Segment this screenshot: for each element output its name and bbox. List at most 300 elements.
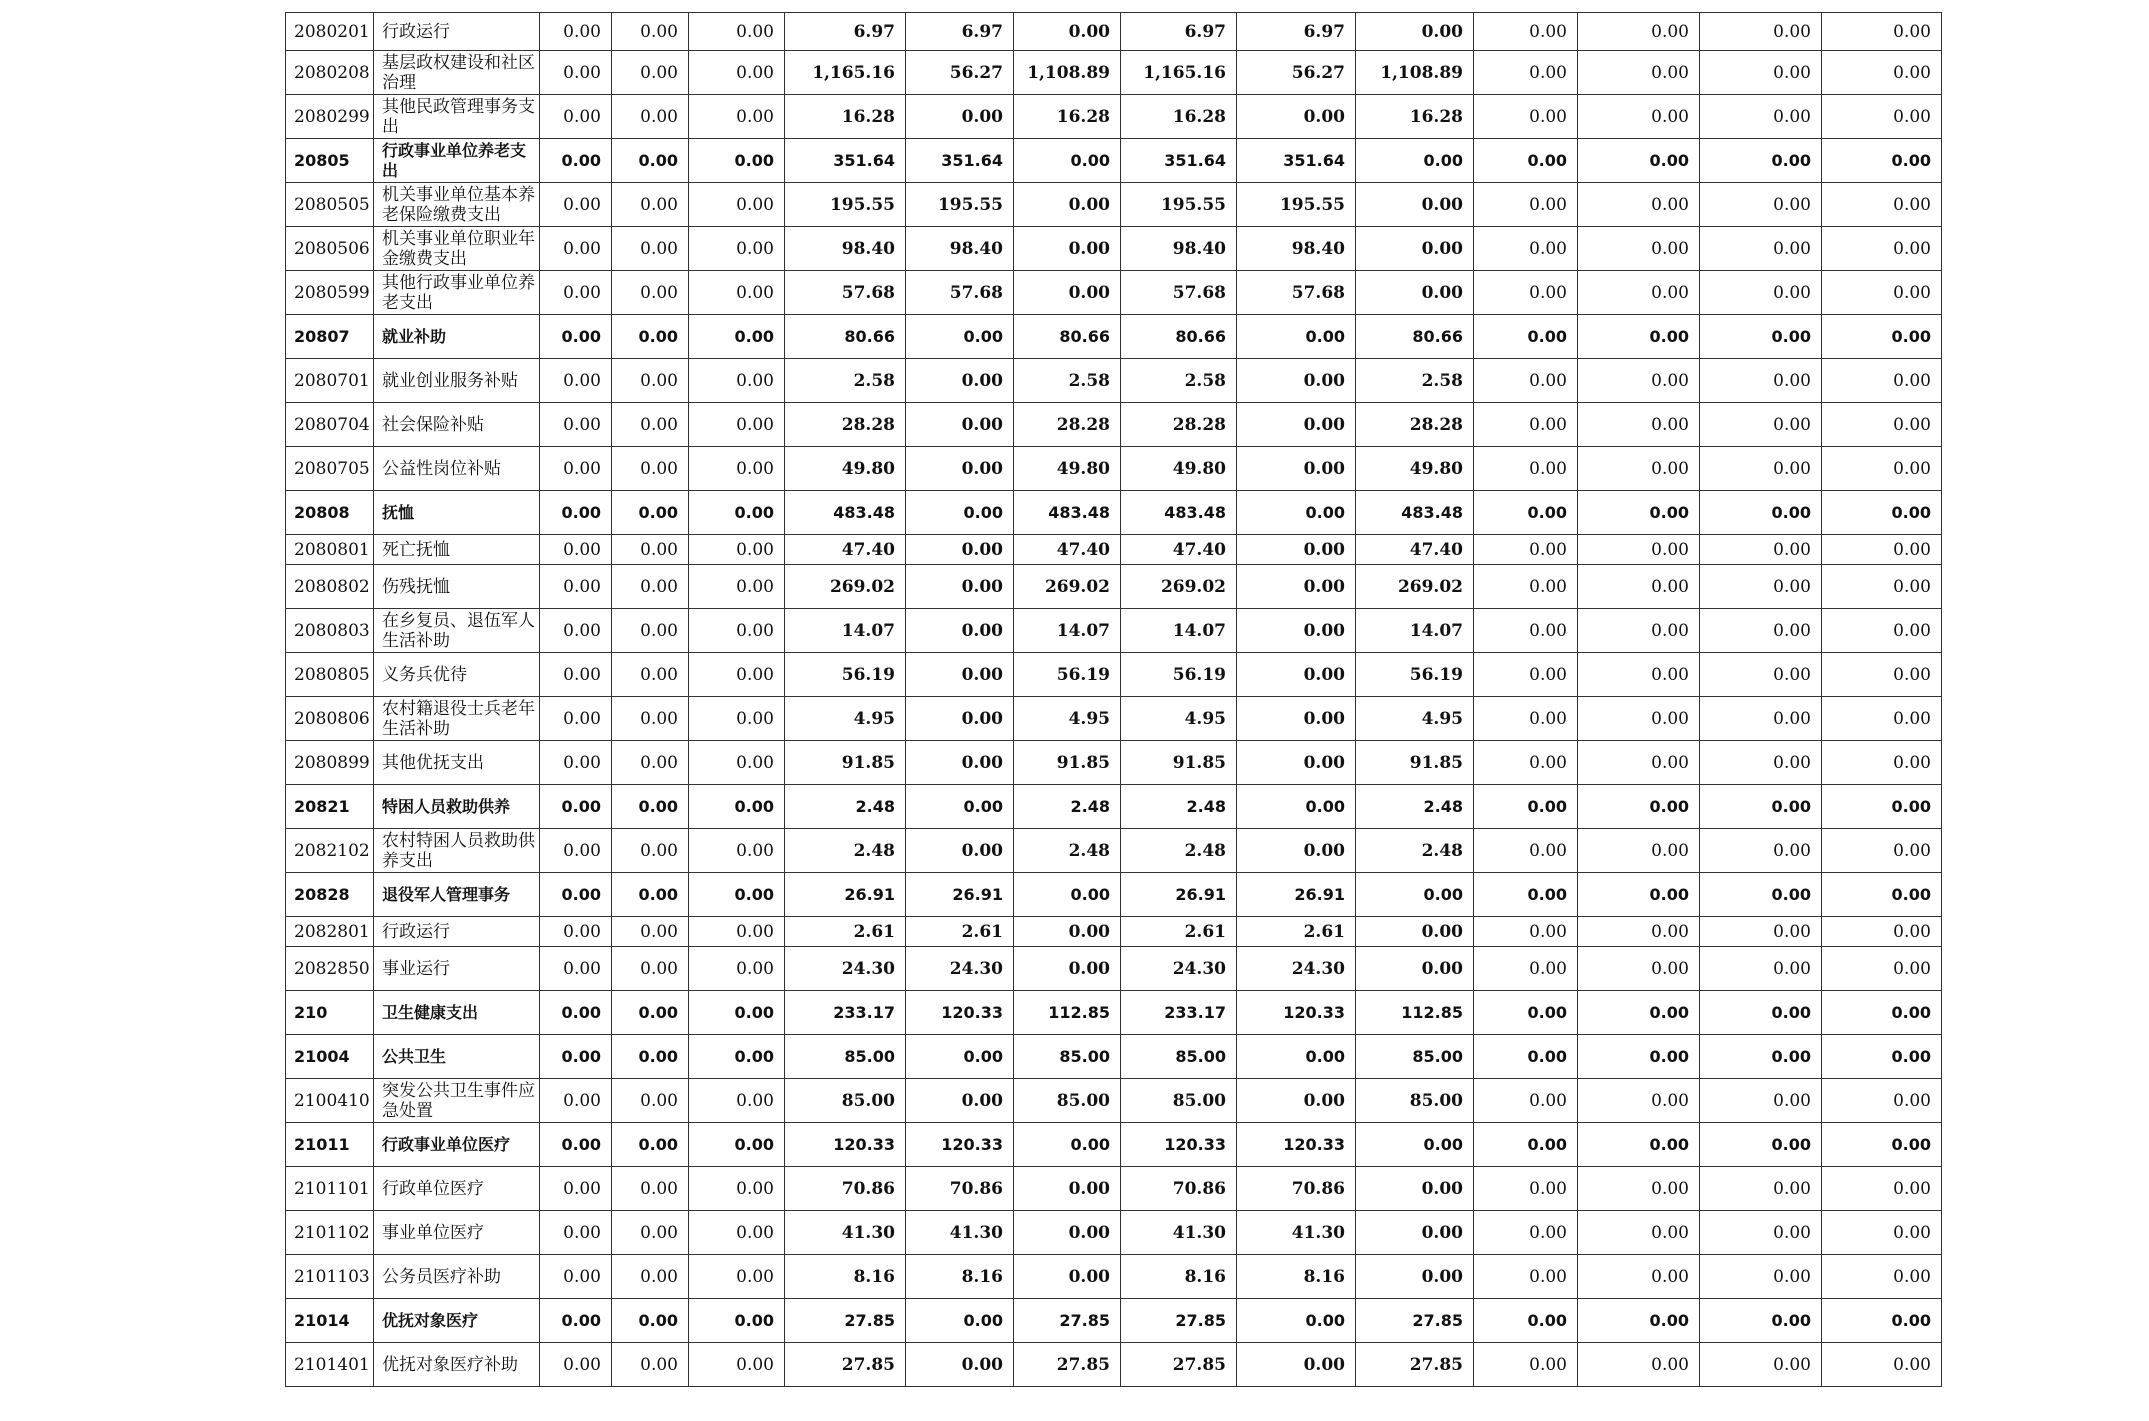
cell-value: 2.58 xyxy=(785,359,906,403)
cell-value: 70.86 xyxy=(906,1167,1014,1211)
cell-value: 16.28 xyxy=(1014,95,1121,139)
cell-value: 0.00 xyxy=(612,1211,689,1255)
cell-name: 抚恤 xyxy=(374,491,540,535)
cell-value: 14.07 xyxy=(1121,609,1237,653)
cell-value: 0.00 xyxy=(1822,1123,1942,1167)
cell-value: 0.00 xyxy=(1578,315,1700,359)
cell-value: 2.61 xyxy=(1121,917,1237,947)
cell-value: 0.00 xyxy=(1578,1167,1700,1211)
cell-value: 0.00 xyxy=(1578,95,1700,139)
cell-value: 0.00 xyxy=(1822,447,1942,491)
cell-value: 483.48 xyxy=(1356,491,1474,535)
table-row xyxy=(286,609,1942,653)
cell-value: 0.00 xyxy=(1700,13,1822,51)
cell-value: 0.00 xyxy=(1700,183,1822,227)
cell-value: 0.00 xyxy=(540,565,612,609)
cell-name: 伤残抚恤 xyxy=(374,565,540,609)
cell-value: 0.00 xyxy=(612,829,689,873)
cell-value: 0.00 xyxy=(612,183,689,227)
cell-value: 0.00 xyxy=(906,1299,1014,1343)
cell-value: 0.00 xyxy=(906,609,1014,653)
cell-value: 0.00 xyxy=(906,315,1014,359)
cell-value: 0.00 xyxy=(1700,1299,1822,1343)
cell-code: 2082801 xyxy=(286,917,374,947)
cell-value: 0.00 xyxy=(1700,741,1822,785)
cell-value: 269.02 xyxy=(1014,565,1121,609)
cell-value: 27.85 xyxy=(1356,1299,1474,1343)
cell-value: 112.85 xyxy=(1014,991,1121,1035)
cell-value: 41.30 xyxy=(1237,1211,1356,1255)
cell-value: 1,165.16 xyxy=(1121,51,1237,95)
cell-code: 20808 xyxy=(286,491,374,535)
cell-value: 0.00 xyxy=(689,491,785,535)
cell-value: 0.00 xyxy=(1700,359,1822,403)
cell-value: 120.33 xyxy=(1237,1123,1356,1167)
cell-value: 56.19 xyxy=(785,653,906,697)
cell-value: 0.00 xyxy=(612,873,689,917)
cell-value: 0.00 xyxy=(612,227,689,271)
cell-value: 0.00 xyxy=(1014,1211,1121,1255)
cell-value: 0.00 xyxy=(1822,697,1942,741)
cell-code: 2101103 xyxy=(286,1255,374,1299)
cell-value: 0.00 xyxy=(1700,1211,1822,1255)
cell-name: 农村特困人员救助供养支出 xyxy=(374,829,540,873)
table-row xyxy=(286,991,1942,1035)
cell-value: 0.00 xyxy=(540,1211,612,1255)
cell-value: 85.00 xyxy=(1014,1079,1121,1123)
cell-value: 0.00 xyxy=(1822,1167,1942,1211)
cell-value: 0.00 xyxy=(1578,183,1700,227)
cell-value: 0.00 xyxy=(1237,447,1356,491)
cell-value: 351.64 xyxy=(1237,139,1356,183)
budget-table-page xyxy=(285,12,1941,1387)
cell-value: 351.64 xyxy=(785,139,906,183)
cell-code: 2080806 xyxy=(286,697,374,741)
cell-code: 2080805 xyxy=(286,653,374,697)
cell-value: 0.00 xyxy=(1822,403,1942,447)
table-row xyxy=(286,785,1942,829)
cell-value: 0.00 xyxy=(1474,51,1578,95)
cell-value: 0.00 xyxy=(1014,183,1121,227)
cell-value: 0.00 xyxy=(689,697,785,741)
cell-value: 0.00 xyxy=(1578,1255,1700,1299)
cell-value: 0.00 xyxy=(689,315,785,359)
cell-value: 4.95 xyxy=(1014,697,1121,741)
cell-value: 26.91 xyxy=(785,873,906,917)
cell-value: 56.19 xyxy=(1356,653,1474,697)
cell-value: 0.00 xyxy=(1237,403,1356,447)
cell-value: 0.00 xyxy=(906,95,1014,139)
cell-code: 21004 xyxy=(286,1035,374,1079)
cell-value: 0.00 xyxy=(612,447,689,491)
cell-value: 0.00 xyxy=(1237,1079,1356,1123)
cell-value: 269.02 xyxy=(1356,565,1474,609)
cell-value: 2.48 xyxy=(785,829,906,873)
cell-value: 41.30 xyxy=(785,1211,906,1255)
cell-value: 0.00 xyxy=(1356,183,1474,227)
cell-code: 2101102 xyxy=(286,1211,374,1255)
cell-value: 195.55 xyxy=(1237,183,1356,227)
cell-value: 0.00 xyxy=(1474,271,1578,315)
cell-value: 16.28 xyxy=(785,95,906,139)
cell-value: 0.00 xyxy=(1356,139,1474,183)
cell-value: 0.00 xyxy=(1474,403,1578,447)
cell-value: 0.00 xyxy=(689,1123,785,1167)
cell-value: 0.00 xyxy=(1474,565,1578,609)
cell-value: 0.00 xyxy=(612,947,689,991)
table-row xyxy=(286,947,1942,991)
cell-value: 269.02 xyxy=(785,565,906,609)
cell-code: 21011 xyxy=(286,1123,374,1167)
cell-value: 2.61 xyxy=(785,917,906,947)
cell-value: 0.00 xyxy=(1700,829,1822,873)
cell-value: 0.00 xyxy=(1700,917,1822,947)
cell-name: 行政事业单位养老支出 xyxy=(374,139,540,183)
cell-value: 0.00 xyxy=(1700,403,1822,447)
cell-value: 0.00 xyxy=(1578,565,1700,609)
cell-value: 195.55 xyxy=(785,183,906,227)
cell-name: 其他优抚支出 xyxy=(374,741,540,785)
cell-value: 0.00 xyxy=(689,653,785,697)
cell-value: 0.00 xyxy=(906,491,1014,535)
cell-value: 0.00 xyxy=(540,491,612,535)
cell-value: 0.00 xyxy=(540,95,612,139)
cell-value: 1,165.16 xyxy=(785,51,906,95)
cell-code: 2080701 xyxy=(286,359,374,403)
cell-name: 公务员医疗补助 xyxy=(374,1255,540,1299)
cell-value: 0.00 xyxy=(689,1167,785,1211)
table-row xyxy=(286,1343,1942,1387)
cell-value: 28.28 xyxy=(1014,403,1121,447)
cell-value: 0.00 xyxy=(612,95,689,139)
cell-value: 0.00 xyxy=(1578,13,1700,51)
cell-code: 2080505 xyxy=(286,183,374,227)
cell-value: 14.07 xyxy=(785,609,906,653)
cell-value: 0.00 xyxy=(540,403,612,447)
cell-value: 0.00 xyxy=(612,403,689,447)
cell-value: 0.00 xyxy=(540,873,612,917)
cell-value: 0.00 xyxy=(1578,741,1700,785)
cell-value: 0.00 xyxy=(689,1343,785,1387)
cell-value: 0.00 xyxy=(1700,1167,1822,1211)
cell-value: 0.00 xyxy=(689,741,785,785)
table-row xyxy=(286,873,1942,917)
cell-value: 0.00 xyxy=(1356,271,1474,315)
table-row xyxy=(286,447,1942,491)
cell-value: 0.00 xyxy=(689,359,785,403)
cell-value: 0.00 xyxy=(1700,697,1822,741)
cell-value: 120.33 xyxy=(1121,1123,1237,1167)
cell-value: 98.40 xyxy=(1237,227,1356,271)
cell-code: 2080705 xyxy=(286,447,374,491)
table-row xyxy=(286,1299,1942,1343)
cell-value: 85.00 xyxy=(1121,1035,1237,1079)
cell-value: 0.00 xyxy=(1822,1211,1942,1255)
cell-value: 49.80 xyxy=(785,447,906,491)
cell-value: 0.00 xyxy=(689,565,785,609)
cell-value: 0.00 xyxy=(1237,609,1356,653)
cell-value: 0.00 xyxy=(1474,991,1578,1035)
cell-value: 85.00 xyxy=(785,1079,906,1123)
cell-value: 0.00 xyxy=(540,829,612,873)
cell-value: 0.00 xyxy=(1474,13,1578,51)
table-row xyxy=(286,1211,1942,1255)
cell-value: 16.28 xyxy=(1121,95,1237,139)
cell-value: 0.00 xyxy=(1237,1035,1356,1079)
cell-value: 6.97 xyxy=(1121,13,1237,51)
cell-name: 公益性岗位补贴 xyxy=(374,447,540,491)
table-row xyxy=(286,183,1942,227)
cell-value: 0.00 xyxy=(1700,447,1822,491)
cell-value: 0.00 xyxy=(1822,1079,1942,1123)
cell-name: 退役军人管理事务 xyxy=(374,873,540,917)
cell-code: 2101401 xyxy=(286,1343,374,1387)
cell-value: 0.00 xyxy=(1578,1079,1700,1123)
table-row xyxy=(286,741,1942,785)
cell-value: 27.85 xyxy=(1014,1343,1121,1387)
cell-value: 1,108.89 xyxy=(1014,51,1121,95)
cell-name: 农村籍退役士兵老年生活补助 xyxy=(374,697,540,741)
cell-value: 0.00 xyxy=(1237,829,1356,873)
cell-value: 0.00 xyxy=(1237,315,1356,359)
cell-value: 0.00 xyxy=(689,609,785,653)
cell-value: 0.00 xyxy=(1578,917,1700,947)
cell-value: 0.00 xyxy=(1822,359,1942,403)
cell-value: 0.00 xyxy=(1700,1079,1822,1123)
cell-value: 0.00 xyxy=(1700,95,1822,139)
cell-value: 0.00 xyxy=(1237,359,1356,403)
budget-table xyxy=(285,12,1942,1387)
cell-value: 0.00 xyxy=(906,447,1014,491)
table-row xyxy=(286,227,1942,271)
cell-value: 0.00 xyxy=(612,315,689,359)
cell-value: 57.68 xyxy=(1121,271,1237,315)
cell-name: 事业单位医疗 xyxy=(374,1211,540,1255)
cell-code: 2082850 xyxy=(286,947,374,991)
cell-value: 0.00 xyxy=(689,947,785,991)
cell-value: 0.00 xyxy=(1822,947,1942,991)
cell-value: 0.00 xyxy=(1237,1343,1356,1387)
cell-name: 公共卫生 xyxy=(374,1035,540,1079)
cell-name: 突发公共卫生事件应急处置 xyxy=(374,1079,540,1123)
table-body xyxy=(286,13,1942,1387)
cell-value: 16.28 xyxy=(1356,95,1474,139)
table-row xyxy=(286,1079,1942,1123)
cell-value: 0.00 xyxy=(1822,873,1942,917)
cell-value: 351.64 xyxy=(1121,139,1237,183)
cell-value: 0.00 xyxy=(1474,1255,1578,1299)
cell-value: 0.00 xyxy=(540,227,612,271)
cell-value: 0.00 xyxy=(1014,1167,1121,1211)
cell-value: 0.00 xyxy=(1474,741,1578,785)
cell-value: 0.00 xyxy=(689,1299,785,1343)
cell-value: 0.00 xyxy=(689,873,785,917)
cell-value: 2.61 xyxy=(906,917,1014,947)
cell-value: 0.00 xyxy=(689,829,785,873)
cell-value: 0.00 xyxy=(689,1211,785,1255)
cell-value: 0.00 xyxy=(612,491,689,535)
cell-value: 0.00 xyxy=(906,1079,1014,1123)
cell-value: 98.40 xyxy=(785,227,906,271)
cell-code: 2080299 xyxy=(286,95,374,139)
cell-value: 0.00 xyxy=(1474,1211,1578,1255)
cell-value: 120.33 xyxy=(906,1123,1014,1167)
cell-value: 0.00 xyxy=(1474,917,1578,947)
cell-value: 0.00 xyxy=(1700,785,1822,829)
cell-value: 91.85 xyxy=(1356,741,1474,785)
cell-value: 0.00 xyxy=(1822,491,1942,535)
cell-value: 0.00 xyxy=(1700,609,1822,653)
cell-value: 0.00 xyxy=(540,1123,612,1167)
cell-value: 0.00 xyxy=(1578,535,1700,565)
cell-value: 24.30 xyxy=(1121,947,1237,991)
cell-value: 0.00 xyxy=(689,535,785,565)
cell-value: 47.40 xyxy=(785,535,906,565)
cell-value: 483.48 xyxy=(785,491,906,535)
cell-name: 就业创业服务补贴 xyxy=(374,359,540,403)
cell-value: 57.68 xyxy=(785,271,906,315)
cell-value: 2.48 xyxy=(1356,829,1474,873)
cell-code: 2100410 xyxy=(286,1079,374,1123)
cell-value: 28.28 xyxy=(785,403,906,447)
cell-value: 0.00 xyxy=(540,1035,612,1079)
cell-value: 0.00 xyxy=(540,1299,612,1343)
cell-value: 0.00 xyxy=(1578,1035,1700,1079)
cell-value: 0.00 xyxy=(540,1343,612,1387)
cell-value: 0.00 xyxy=(1474,1035,1578,1079)
cell-value: 0.00 xyxy=(1700,873,1822,917)
cell-value: 0.00 xyxy=(1822,991,1942,1035)
cell-value: 0.00 xyxy=(1578,447,1700,491)
cell-value: 0.00 xyxy=(689,991,785,1035)
cell-value: 0.00 xyxy=(906,565,1014,609)
cell-value: 0.00 xyxy=(1578,609,1700,653)
cell-value: 0.00 xyxy=(1014,271,1121,315)
cell-value: 0.00 xyxy=(1474,183,1578,227)
cell-value: 0.00 xyxy=(689,183,785,227)
cell-value: 120.33 xyxy=(906,991,1014,1035)
cell-value: 269.02 xyxy=(1121,565,1237,609)
cell-value: 0.00 xyxy=(612,653,689,697)
cell-value: 0.00 xyxy=(1822,51,1942,95)
cell-value: 80.66 xyxy=(1121,315,1237,359)
cell-value: 24.30 xyxy=(785,947,906,991)
table-row xyxy=(286,13,1942,51)
cell-value: 80.66 xyxy=(1356,315,1474,359)
table-row xyxy=(286,653,1942,697)
cell-value: 0.00 xyxy=(612,1255,689,1299)
cell-value: 0.00 xyxy=(689,785,785,829)
cell-value: 0.00 xyxy=(1822,653,1942,697)
cell-value: 80.66 xyxy=(785,315,906,359)
cell-value: 0.00 xyxy=(1014,227,1121,271)
table-row xyxy=(286,139,1942,183)
cell-value: 0.00 xyxy=(1822,227,1942,271)
cell-code: 2082102 xyxy=(286,829,374,873)
cell-value: 483.48 xyxy=(1121,491,1237,535)
cell-value: 8.16 xyxy=(785,1255,906,1299)
cell-value: 0.00 xyxy=(689,1255,785,1299)
table-row xyxy=(286,697,1942,741)
cell-value: 98.40 xyxy=(1121,227,1237,271)
cell-value: 0.00 xyxy=(1822,741,1942,785)
cell-value: 0.00 xyxy=(906,403,1014,447)
cell-value: 0.00 xyxy=(1822,1255,1942,1299)
cell-value: 0.00 xyxy=(1237,1299,1356,1343)
cell-value: 0.00 xyxy=(1356,1123,1474,1167)
cell-value: 0.00 xyxy=(612,139,689,183)
cell-value: 0.00 xyxy=(906,697,1014,741)
cell-value: 0.00 xyxy=(612,785,689,829)
cell-value: 0.00 xyxy=(1578,1211,1700,1255)
cell-value: 0.00 xyxy=(1578,139,1700,183)
cell-code: 2080802 xyxy=(286,565,374,609)
cell-value: 0.00 xyxy=(1822,1299,1942,1343)
cell-value: 0.00 xyxy=(1356,1255,1474,1299)
cell-name: 机关事业单位基本养老保险缴费支出 xyxy=(374,183,540,227)
cell-value: 0.00 xyxy=(1700,51,1822,95)
cell-value: 0.00 xyxy=(1700,1343,1822,1387)
cell-value: 0.00 xyxy=(1578,785,1700,829)
cell-value: 6.97 xyxy=(906,13,1014,51)
cell-value: 0.00 xyxy=(1578,697,1700,741)
cell-value: 0.00 xyxy=(906,829,1014,873)
cell-value: 0.00 xyxy=(540,359,612,403)
cell-value: 85.00 xyxy=(1121,1079,1237,1123)
cell-value: 0.00 xyxy=(540,183,612,227)
cell-value: 27.85 xyxy=(785,1343,906,1387)
cell-value: 2.48 xyxy=(785,785,906,829)
cell-value: 0.00 xyxy=(1356,873,1474,917)
cell-value: 2.48 xyxy=(1121,829,1237,873)
cell-value: 0.00 xyxy=(540,947,612,991)
cell-value: 8.16 xyxy=(1237,1255,1356,1299)
cell-value: 0.00 xyxy=(906,785,1014,829)
cell-value: 0.00 xyxy=(612,917,689,947)
cell-value: 26.91 xyxy=(1237,873,1356,917)
cell-value: 0.00 xyxy=(1356,947,1474,991)
cell-value: 0.00 xyxy=(540,447,612,491)
cell-value: 0.00 xyxy=(1700,565,1822,609)
cell-value: 0.00 xyxy=(689,227,785,271)
cell-code: 2080208 xyxy=(286,51,374,95)
cell-value: 26.91 xyxy=(1121,873,1237,917)
cell-value: 85.00 xyxy=(1356,1079,1474,1123)
cell-value: 0.00 xyxy=(1474,947,1578,991)
cell-name: 特困人员救助供养 xyxy=(374,785,540,829)
cell-value: 0.00 xyxy=(1700,139,1822,183)
cell-name: 义务兵优待 xyxy=(374,653,540,697)
cell-value: 4.95 xyxy=(1356,697,1474,741)
cell-name: 优抚对象医疗补助 xyxy=(374,1343,540,1387)
cell-value: 0.00 xyxy=(1356,227,1474,271)
cell-value: 0.00 xyxy=(689,403,785,447)
cell-value: 0.00 xyxy=(540,1079,612,1123)
cell-value: 41.30 xyxy=(1121,1211,1237,1255)
cell-value: 0.00 xyxy=(1578,947,1700,991)
cell-value: 0.00 xyxy=(1578,1123,1700,1167)
cell-value: 0.00 xyxy=(1474,697,1578,741)
cell-value: 91.85 xyxy=(1014,741,1121,785)
cell-value: 0.00 xyxy=(540,535,612,565)
cell-value: 27.85 xyxy=(1356,1343,1474,1387)
cell-value: 0.00 xyxy=(612,741,689,785)
cell-value: 0.00 xyxy=(1237,785,1356,829)
cell-value: 0.00 xyxy=(1578,1343,1700,1387)
cell-value: 0.00 xyxy=(1578,1299,1700,1343)
cell-value: 8.16 xyxy=(1121,1255,1237,1299)
cell-name: 在乡复员、退伍军人生活补助 xyxy=(374,609,540,653)
